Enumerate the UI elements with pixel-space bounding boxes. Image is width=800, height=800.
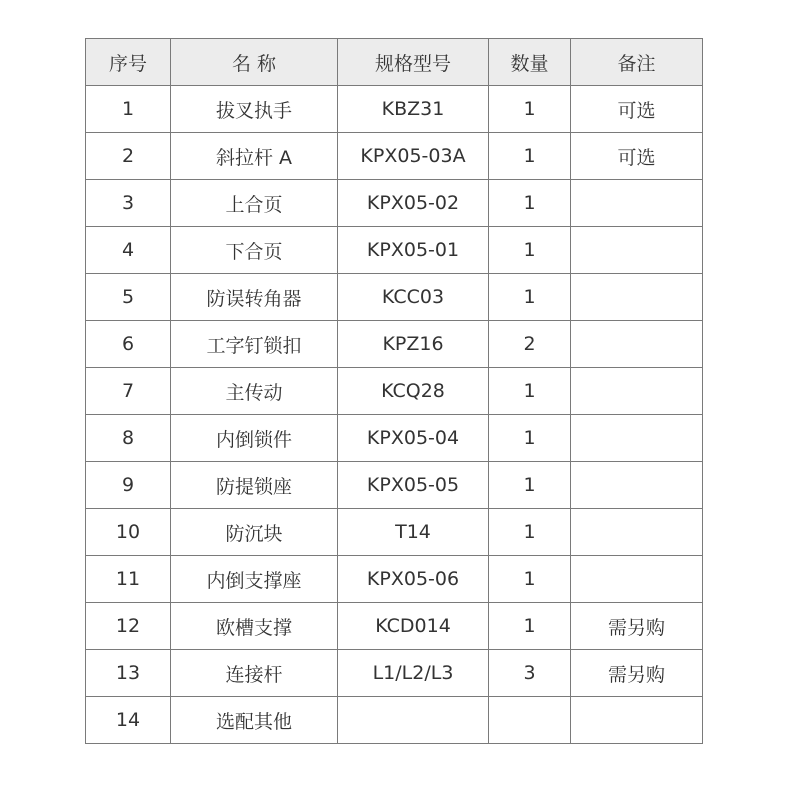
table-body — [86, 86, 703, 744]
parts-table — [85, 38, 703, 744]
cell-note — [571, 509, 703, 556]
table-row — [86, 180, 703, 227]
cell-qty: 2 — [489, 321, 571, 368]
cell-spec: L1/L2/L3 — [338, 650, 489, 697]
table-row — [86, 556, 703, 603]
cell-qty — [489, 697, 571, 744]
cell-qty: 1 — [489, 462, 571, 509]
cell-note — [571, 415, 703, 462]
cell-no: 4 — [86, 227, 171, 274]
cell-note — [571, 321, 703, 368]
table-row — [86, 227, 703, 274]
cell-note — [571, 274, 703, 321]
cell-no: 11 — [86, 556, 171, 603]
cell-no: 12 — [86, 603, 171, 650]
cell-note: 可选 — [571, 86, 703, 133]
cell-note — [571, 227, 703, 274]
cell-name: 下合页 — [171, 227, 338, 274]
table-row — [86, 133, 703, 180]
cell-spec: KPX05-05 — [338, 462, 489, 509]
table-row — [86, 415, 703, 462]
cell-note — [571, 697, 703, 744]
cell-spec: KPZ16 — [338, 321, 489, 368]
cell-note — [571, 180, 703, 227]
table-row — [86, 603, 703, 650]
cell-name: 防提锁座 — [171, 462, 338, 509]
cell-name: 防误转角器 — [171, 274, 338, 321]
cell-note — [571, 556, 703, 603]
table-row — [86, 321, 703, 368]
table-row — [86, 462, 703, 509]
table-header — [86, 39, 703, 86]
table-row — [86, 368, 703, 415]
header-name: 名 称 — [171, 39, 338, 86]
table-row — [86, 697, 703, 744]
cell-no: 2 — [86, 133, 171, 180]
cell-note: 需另购 — [571, 603, 703, 650]
cell-name: 内倒锁件 — [171, 415, 338, 462]
cell-spec: KPX05-06 — [338, 556, 489, 603]
cell-note — [571, 462, 703, 509]
cell-spec: KPX05-03A — [338, 133, 489, 180]
cell-name: 欧槽支撑 — [171, 603, 338, 650]
cell-no: 1 — [86, 86, 171, 133]
cell-note: 可选 — [571, 133, 703, 180]
cell-no: 14 — [86, 697, 171, 744]
cell-no: 13 — [86, 650, 171, 697]
table-row — [86, 86, 703, 133]
cell-spec: KBZ31 — [338, 86, 489, 133]
cell-qty: 1 — [489, 86, 571, 133]
cell-qty: 1 — [489, 227, 571, 274]
cell-name: 防沉块 — [171, 509, 338, 556]
cell-spec: KCQ28 — [338, 368, 489, 415]
cell-no: 7 — [86, 368, 171, 415]
cell-name: 拔叉执手 — [171, 86, 338, 133]
cell-name: 斜拉杆 A — [171, 133, 338, 180]
cell-no: 9 — [86, 462, 171, 509]
cell-no: 5 — [86, 274, 171, 321]
cell-qty: 1 — [489, 274, 571, 321]
cell-qty: 1 — [489, 556, 571, 603]
cell-name: 连接杆 — [171, 650, 338, 697]
header-spec: 规格型号 — [338, 39, 489, 86]
cell-note: 需另购 — [571, 650, 703, 697]
table-row — [86, 650, 703, 697]
cell-qty: 1 — [489, 509, 571, 556]
cell-spec: KPX05-04 — [338, 415, 489, 462]
header-qty: 数量 — [489, 39, 571, 86]
cell-name: 主传动 — [171, 368, 338, 415]
cell-name: 选配其他 — [171, 697, 338, 744]
cell-spec: T14 — [338, 509, 489, 556]
cell-no: 10 — [86, 509, 171, 556]
cell-qty: 1 — [489, 180, 571, 227]
header-no: 序号 — [86, 39, 171, 86]
cell-qty: 1 — [489, 603, 571, 650]
table-row — [86, 274, 703, 321]
cell-name: 内倒支撑座 — [171, 556, 338, 603]
cell-spec — [338, 697, 489, 744]
cell-name: 上合页 — [171, 180, 338, 227]
cell-no: 6 — [86, 321, 171, 368]
cell-spec: KCC03 — [338, 274, 489, 321]
header-row — [86, 39, 703, 86]
cell-spec: KPX05-02 — [338, 180, 489, 227]
cell-no: 8 — [86, 415, 171, 462]
cell-name: 工字钉锁扣 — [171, 321, 338, 368]
cell-qty: 3 — [489, 650, 571, 697]
cell-qty: 1 — [489, 133, 571, 180]
cell-qty: 1 — [489, 415, 571, 462]
cell-no: 3 — [86, 180, 171, 227]
cell-spec: KCD014 — [338, 603, 489, 650]
cell-spec: KPX05-01 — [338, 227, 489, 274]
cell-qty: 1 — [489, 368, 571, 415]
table-row — [86, 509, 703, 556]
cell-note — [571, 368, 703, 415]
header-note: 备注 — [571, 39, 703, 86]
